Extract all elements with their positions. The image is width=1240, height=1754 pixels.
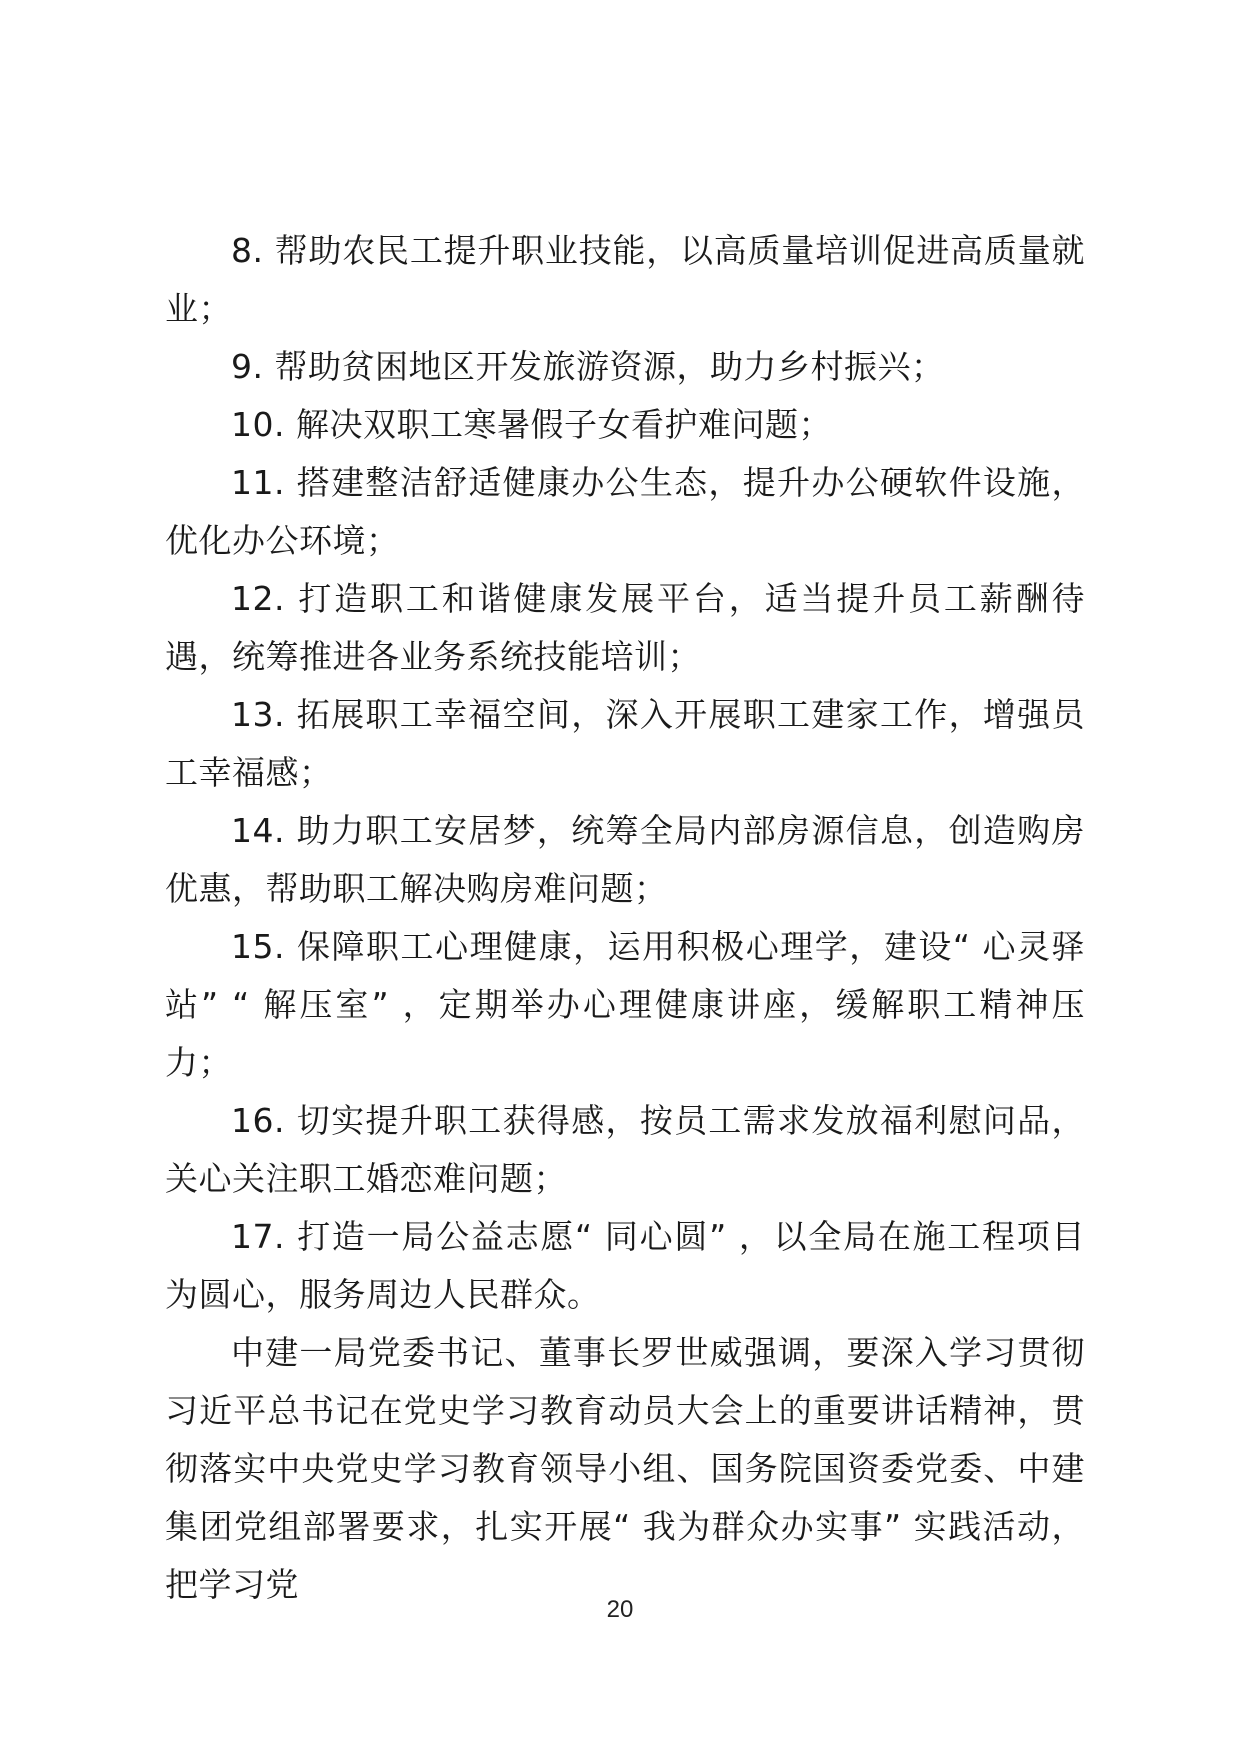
paragraph-item-17: 17. 打造一局公益志愿“ 同心圆” ，以全局在施工程项目为圆心，服务周边人民群众。 <box>165 1217 1085 1314</box>
paragraph-item-10: 10. 解决双职工寒暑假子女看护难问题； <box>231 405 832 444</box>
paragraph-item-8: 8. 帮助农民工提升职业技能，以高质量培训促进高质量就业； <box>165 231 1085 328</box>
paragraph-summary: 中建一局党委书记、董事长罗世威强调，要深入学习贯彻习近平总书记在党史学习教育动员大会上的重要讲话精神，贯彻落实中央党史学习教育领导小组、国务院国资委党委、中建集团党组部署要求，扎实开展“ 我为群众办实事” 实践活动，把学习党 <box>165 1333 1085 1604</box>
page-number: 20 <box>606 1596 634 1623</box>
paragraph-item-11: 11. 搭建整洁舒适健康办公生态，提升办公硬软件设施，优化办公环境； <box>165 463 1085 560</box>
document-body <box>165 222 1085 1614</box>
paragraph-item-16: 16. 切实提升职工获得感，按员工需求发放福利慰问品，关心关注职工婚恋难问题； <box>165 1101 1085 1198</box>
paragraph-item-12: 12. 打造职工和谐健康发展平台，适当提升员工薪酬待遇，统筹推进各业务系统技能培训； <box>165 579 1085 676</box>
paragraph-item-9: 9. 帮助贫困地区开发旅游资源，助力乡村振兴； <box>231 347 945 386</box>
paragraph-item-13: 13. 拓展职工幸福空间，深入开展职工建家工作，增强员工幸福感； <box>165 695 1085 792</box>
paragraph-item-14: 14. 助力职工安居梦，统筹全局内部房源信息，创造购房优惠，帮助职工解决购房难问题； <box>165 811 1085 908</box>
paragraph-item-15: 15. 保障职工心理健康，运用积极心理学，建设“ 心灵驿站” “ 解压室” ，定期举办心理健康讲座，缓解职工精神压力； <box>165 927 1085 1082</box>
